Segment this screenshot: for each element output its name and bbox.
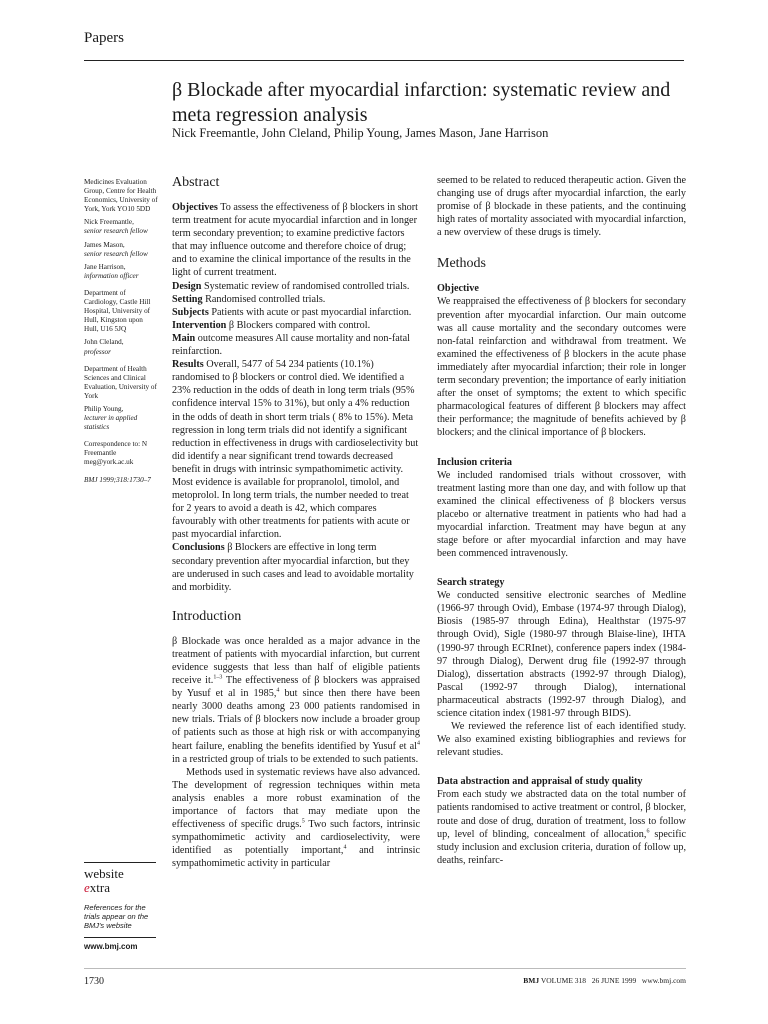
search-heading: Search strategy (437, 577, 505, 589)
intro-text: Two such factors, intrinsic sympathomimetic activity and cardioselectivity, were identified as potentially important, (172, 819, 420, 857)
setting-label: Setting (172, 293, 203, 305)
intro-text: in a restricted group of trials to be extended to such patients. (172, 753, 419, 765)
author-role: information officer (84, 271, 139, 280)
objectives-text: To assess the effectiveness of β blockers in short term treatment for acute myocardial infarction and in longer term secondary prevention; to examine predictive factors that may influence outcome and therefore choice of drug; and to examine the clinical importance of the results in the light of current treatment. (172, 202, 419, 279)
author-name: John Cleland, (84, 338, 124, 347)
subjects-text: Patients with acute or past myocardial infarction. (208, 306, 412, 318)
abstract-intervention (172, 319, 420, 332)
methods-heading: Methods (437, 256, 486, 272)
website-extra-box (84, 862, 156, 951)
affiliation-york: Medicines Evaluation Group, Centre for Health Economics, University of York, York YO10 5DD (84, 178, 158, 214)
author-name: Nick Freemantle, (84, 218, 134, 227)
inclusion-paragraph: We included randomised trials without crossover, with treatment lasting more than one day, and with follow up that examined the clinical effectiveness of β blockers versus placebo or alternative treatment in patients who had had a myocardial infarction. Treatment may have begun at any stage before or after myocardial infarction and may have been commenced intravenously. (437, 469, 686, 560)
author-name: Philip Young, (84, 404, 124, 413)
abstract-heading: Abstract (172, 175, 220, 190)
introduction-paragraph (172, 766, 420, 871)
author-role: senior research fellow (84, 227, 148, 236)
author-name: Jane Harrison, (84, 262, 126, 271)
results-label: Results (172, 359, 204, 371)
design-text: Systematic review of randomised controlled trials. (201, 280, 410, 292)
affiliation-health-sciences: Department of Health Sciences and Clinical Evaluation, University of York (84, 364, 157, 400)
header-rule (84, 60, 684, 61)
author-role: professor (84, 347, 111, 356)
journal-site[interactable]: www.bmj.com (641, 976, 686, 985)
author-name: James Mason, (84, 240, 125, 249)
abstract-conclusions (172, 541, 420, 593)
author-role: lecturer in applied statistics (84, 414, 138, 432)
author-affiliation (84, 218, 158, 236)
data-abstraction-heading: Data abstraction and appraisal of study quality (437, 776, 643, 788)
intervention-text: β Blockers compared with control. (226, 319, 371, 331)
correspondence: Correspondence to: N Freemantle meg@york.ac.uk (84, 440, 148, 467)
introduction-continued: seemed to be related to reduced therapeutic action. Given the changing use of drugs after myocardial infarction, the early promise of β blockade in these patients, and the continuing high rates of mortality associated with myocardial infarction, a new overview of these drugs is timely. (437, 175, 686, 239)
section-label: Papers (84, 30, 124, 46)
reference-marker: 4 (417, 740, 420, 747)
website-extra-note: References for the trials appear on the BMJ's website (84, 903, 149, 930)
intro-text: but since then there have been nearly 3000 deaths among 23 000 patients randomised in new trials. Trials of β blockers now include a broader group of patients such as those at high risk or with accompanying heart failure, enabling the benefits identified by Yusuf et al (172, 688, 421, 752)
journal-footer (480, 976, 686, 985)
author-affiliation (84, 405, 158, 432)
intro-text: β Blockade was once heralded as a major advance in the treatment of patients with myocardial infarction, but current evidence suggests that less than half of eligible patients receive it. (172, 635, 420, 687)
objectives-label: Objectives (172, 202, 218, 213)
main-text: outcome measures All cause mortality and non-fatal reinfarction. (172, 332, 410, 358)
abstract-main-outcome (172, 332, 420, 358)
abstract-body (172, 201, 420, 594)
citation: BMJ 1999;318:1730–7 (84, 475, 151, 484)
author-affiliation (84, 263, 158, 281)
footer-rule (84, 968, 686, 969)
article-authors: Nick Freemantle, John Cleland, Philip Young, James Mason, Jane Harrison (172, 126, 549, 140)
objective-paragraph: We reappraised the effectiveness of β blockers for secondary prevention after myocardial infarction. Our main outcome was all cause mortality and the secondary outcomes were non-fatal reinfarction and withdrawal from treatment. We examined the effectiveness of β blockers in the acute phase immediately after myocardial infarction; their role in longer term secondary prevention; the importance of early initiation after the onset of symptoms; the extent to which specific pharmacological features of different β blockers may affect their performance; the magnitude of benefits achieved by β blockers; and the clinical importance of β blockers. (437, 296, 686, 439)
data-text: From each study we abstracted data on the total number of patients randomised to active treatment or control, β blocker, route and dose of drug, duration of treatment, loss to follow up, level of blinding, concealment of allocation, (437, 789, 686, 840)
column-right (437, 174, 686, 867)
inclusion-heading: Inclusion criteria (437, 456, 512, 468)
objective-heading: Objective (437, 283, 479, 295)
column-left (172, 174, 420, 871)
divider (84, 862, 156, 863)
reference-marker: 4 (343, 844, 347, 851)
author-affiliation (84, 338, 158, 356)
page-number: 1730 (84, 976, 104, 987)
logo-word: website (84, 866, 124, 881)
reference-marker: 4 (276, 687, 280, 694)
main-label: Main (172, 332, 196, 344)
data-text: specific study inclusion and exclusion criteria, duration of follow up, deaths, reinfarc- (437, 828, 687, 866)
journal-date: 26 JUNE 1999 (591, 976, 637, 985)
article-title: β Blockade after myocardial infarction: systematic review and meta regression analysis (172, 79, 671, 126)
abstract-setting (172, 293, 420, 306)
intervention-label: Intervention (172, 319, 227, 331)
results-text: Overall, 5477 of 54 234 patients (10.1%) randomised to β blockers or control died. We identified a 23% reduction in the odds of death in long term trials (95% confidence interval 15% to 31%), but only a 4% reduction in the odds of death in short term trials ( 8% to 15%). Meta regression in long term trials did not identify a significant reduction in effectiveness in drugs with cardioselectivity but did identify a near significant trend towards decreased benefit in drugs with intrinsic sympathomimetic activity. Most evidence is available for propranolol, timolol, and metoprolol. In long term trials, the number needed to treat for 2 years to avoid a death is 42, which compares favourably with other treatments for patients with acute or past myocardial infarction. (172, 359, 419, 541)
author-affiliation (84, 241, 158, 259)
intro-text: Methods used in systematic reviews have also advanced. The development of regression techniques within meta analysis enables a more robust examination of the importance of factors that may mediate upon the effectiveness of specific drugs. (172, 766, 420, 831)
affiliation-hull: Department of Cardiology, Castle Hill Hospital, University of Hull, Kingston upon Hull, U16 5JQ (84, 288, 151, 334)
conclusions-label: Conclusions (172, 542, 225, 554)
introduction-paragraph (172, 635, 420, 766)
intro-text: and intrinsic sympathomimetic activity in particular (172, 845, 420, 870)
logo-e: e (84, 880, 90, 895)
introduction-heading: Introduction (172, 608, 242, 624)
author-role: senior research fellow (84, 249, 148, 258)
conclusions-text: β Blockers are effective in long term secondary prevention after myocardial infarction, but they are underused in such cases and lead to avoidable mortality and morbidity. (172, 542, 414, 593)
logo-word: xtra (89, 880, 110, 895)
abstract-design (172, 280, 420, 293)
journal-name: BMJ (523, 976, 540, 985)
design-label: Design (172, 280, 202, 292)
data-abstraction-paragraph (437, 788, 686, 867)
abstract-objectives (172, 201, 420, 280)
journal-volume: VOLUME 318 (540, 976, 587, 985)
reference-marker: 6 (646, 828, 650, 835)
abstract-subjects (172, 306, 420, 319)
subjects-label: Subjects (172, 306, 209, 318)
setting-text: Randomised controlled trials. (202, 293, 326, 305)
affiliations-sidebar (84, 178, 158, 489)
intro-text: The effectiveness of β blockers was appraised by Yusuf et al in 1985, (172, 675, 420, 700)
website-link[interactable]: www.bmj.com (84, 937, 156, 951)
search-paragraph-2: We reviewed the reference list of each identified study. We also examined existing bibliographies and reviews for relevant studies. (437, 721, 686, 759)
website-extra-logo (84, 867, 156, 895)
search-paragraph: We conducted sensitive electronic searches of Medline (1966-97 through Ovid), Embase (1974-97 through Dialog), Biosis (1985-97 through Edina), Healthstar (1975-97 through Ovid), Sigle (1980-97 through Blaise-line), IHTA (1990-97 through ECRInet), conference papers index (1984-97 through Dialog), Derwent drug file (1992-97 through Dialog), dissertation abstracts (1992-97 through Dialog), Pascal (1992-97 through Dialog), international pharmaceutical abstracts (1992-97 through Dialog), and science citation index (1981-97 through BIDS). (437, 590, 686, 719)
reference-marker: 5 (301, 818, 305, 825)
reference-marker: 1–3 (213, 674, 223, 681)
abstract-results (172, 358, 420, 541)
